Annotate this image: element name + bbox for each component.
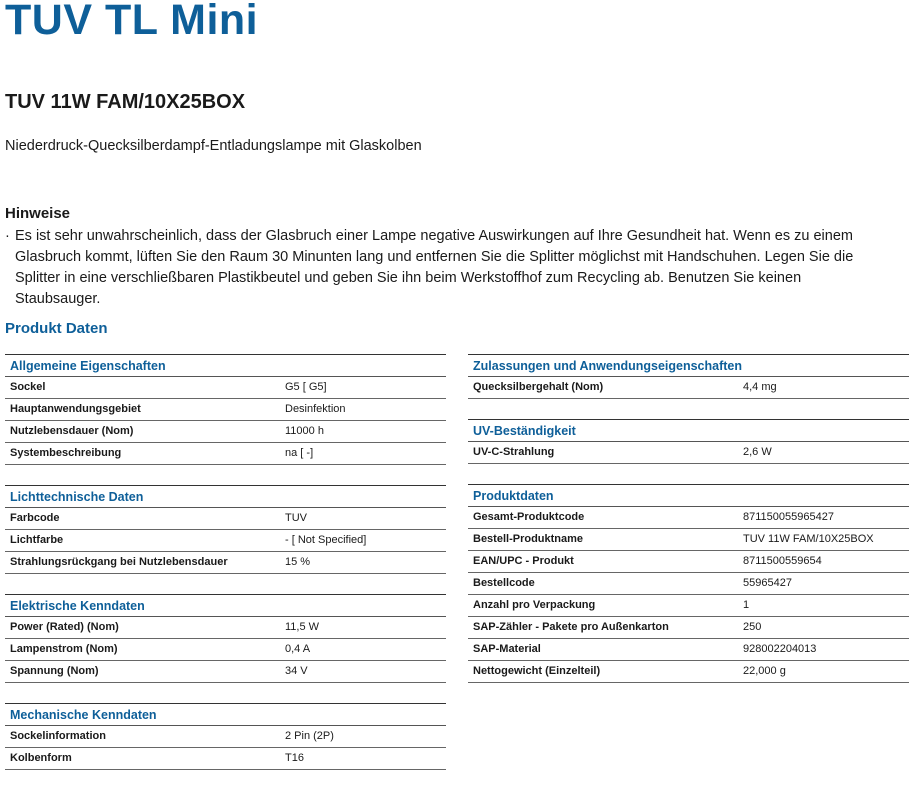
spec-value: 11,5 W xyxy=(285,621,320,633)
right-spec-column xyxy=(468,354,909,683)
spec-group-heading: Allgemeine Eigenschaften xyxy=(5,355,446,377)
spec-row xyxy=(468,442,909,464)
spec-row xyxy=(5,726,446,748)
spec-value: 1 xyxy=(743,599,750,611)
spec-value: 2,6 W xyxy=(743,446,772,458)
spec-row xyxy=(5,508,446,530)
spec-group xyxy=(468,354,909,399)
spec-group-heading: Produktdaten xyxy=(468,485,909,507)
spec-label: Nettogewicht (Einzelteil) xyxy=(473,665,601,677)
spec-value: TUV xyxy=(285,512,307,524)
spec-label: Bestell-Produktname xyxy=(473,533,584,545)
spec-label: UV-C-Strahlung xyxy=(473,446,555,458)
spec-label: Lampenstrom (Nom) xyxy=(10,643,118,655)
spec-row xyxy=(468,529,909,551)
spec-row xyxy=(5,443,446,465)
spec-row xyxy=(468,617,909,639)
spec-label: Hauptanwendungsgebiet xyxy=(10,403,141,415)
spec-group-heading: Lichttechnische Daten xyxy=(5,486,446,508)
page-title: TUV TL Mini xyxy=(5,0,259,44)
spec-group xyxy=(5,485,446,574)
product-data-heading: Produkt Daten xyxy=(5,320,108,337)
notes-list xyxy=(5,226,885,310)
spec-value: na [ -] xyxy=(285,447,314,459)
spec-value: T16 xyxy=(285,752,304,764)
spec-label: Lichtfarbe xyxy=(10,534,64,546)
product-description: Niederdruck-Quecksilberdampf-Entladungslampe mit Glaskolben xyxy=(5,138,422,154)
spec-row xyxy=(5,661,446,683)
product-name: TUV 11W FAM/10X25BOX xyxy=(5,91,246,113)
spec-group-heading: Elektrische Kenndaten xyxy=(5,595,446,617)
spec-value: 34 V xyxy=(285,665,308,677)
spec-label: Farbcode xyxy=(10,512,60,524)
left-spec-column xyxy=(5,354,446,770)
spec-row xyxy=(5,399,446,421)
spec-row xyxy=(5,617,446,639)
spec-group xyxy=(468,484,909,683)
notes-heading: Hinweise xyxy=(5,205,71,222)
spec-row xyxy=(468,377,909,399)
spec-label: Nutzlebensdauer (Nom) xyxy=(10,425,134,437)
spec-label: SAP-Material xyxy=(473,643,541,655)
spec-value: 4,4 mg xyxy=(743,381,777,393)
spec-label: Power (Rated) (Nom) xyxy=(10,621,119,633)
bullet-marker: · xyxy=(5,228,10,244)
spec-value: 55965427 xyxy=(743,577,792,589)
spec-row xyxy=(5,377,446,399)
spec-row xyxy=(468,551,909,573)
spec-group-heading: Zulassungen und Anwendungseigenschaften xyxy=(468,355,909,377)
spec-row xyxy=(5,748,446,770)
spec-label: EAN/UPC - Produkt xyxy=(473,555,574,567)
spec-label: Systembeschreibung xyxy=(10,447,122,459)
notes-text: Es ist sehr unwahrscheinlich, dass der Glasbruch einer Lampe negative Auswirkungen auf Ihre Gesundheit hat. Wenn es zu einem Glasbruch kommt, lüften Sie den Raum 30 Minunten lang und entfernen Sie die Splitter möglichst mit Handschuhen. Legen Sie die Splitter in eine verschließbaren Plastikbeutel und geben Sie ihn beim Werkstoffhof zum Recycling ab. Benutzen Sie keinen Staubsauger. xyxy=(15,228,854,307)
spec-value: 11000 h xyxy=(285,425,324,437)
spec-value: G5 [ G5] xyxy=(285,381,327,393)
spec-label: Bestellcode xyxy=(473,577,535,589)
spec-label: Quecksilbergehalt (Nom) xyxy=(473,381,604,393)
spec-label: SAP-Zähler - Pakete pro Außenkarton xyxy=(473,621,669,633)
spec-row xyxy=(468,507,909,529)
spec-group xyxy=(5,703,446,770)
spec-group xyxy=(5,354,446,465)
spec-row xyxy=(468,573,909,595)
spec-group xyxy=(5,594,446,683)
spec-value: - [ Not Specified] xyxy=(285,534,367,546)
spec-row xyxy=(468,595,909,617)
spec-row xyxy=(5,639,446,661)
spec-row xyxy=(5,421,446,443)
spec-value: 22,000 g xyxy=(743,665,786,677)
spec-group-heading: Mechanische Kenndaten xyxy=(5,704,446,726)
spec-value: Desinfektion xyxy=(285,403,346,415)
spec-value: 928002204013 xyxy=(743,643,817,655)
spec-value: 250 xyxy=(743,621,762,633)
spec-value: 15 % xyxy=(285,556,311,568)
spec-label: Spannung (Nom) xyxy=(10,665,99,677)
spec-row xyxy=(5,530,446,552)
spec-row xyxy=(468,639,909,661)
spec-label: Gesamt-Produktcode xyxy=(473,511,585,523)
spec-value: 2 Pin (2P) xyxy=(285,730,334,742)
spec-value: 8711500559654 xyxy=(743,555,822,567)
spec-label: Kolbenform xyxy=(10,752,72,764)
spec-label: Sockel xyxy=(10,381,46,393)
spec-value: 0,4 A xyxy=(285,643,311,655)
spec-row xyxy=(468,661,909,683)
spec-label: Sockelinformation xyxy=(10,730,106,742)
spec-label: Anzahl pro Verpackung xyxy=(473,599,596,611)
spec-group xyxy=(468,419,909,464)
spec-group-heading: UV-Beständigkeit xyxy=(468,420,909,442)
spec-value: 871150055965427 xyxy=(743,511,834,523)
spec-value: TUV 11W FAM/10X25BOX xyxy=(743,533,874,545)
spec-label: Strahlungsrückgang bei Nutzlebensdauer xyxy=(10,556,228,568)
spec-row xyxy=(5,552,446,574)
